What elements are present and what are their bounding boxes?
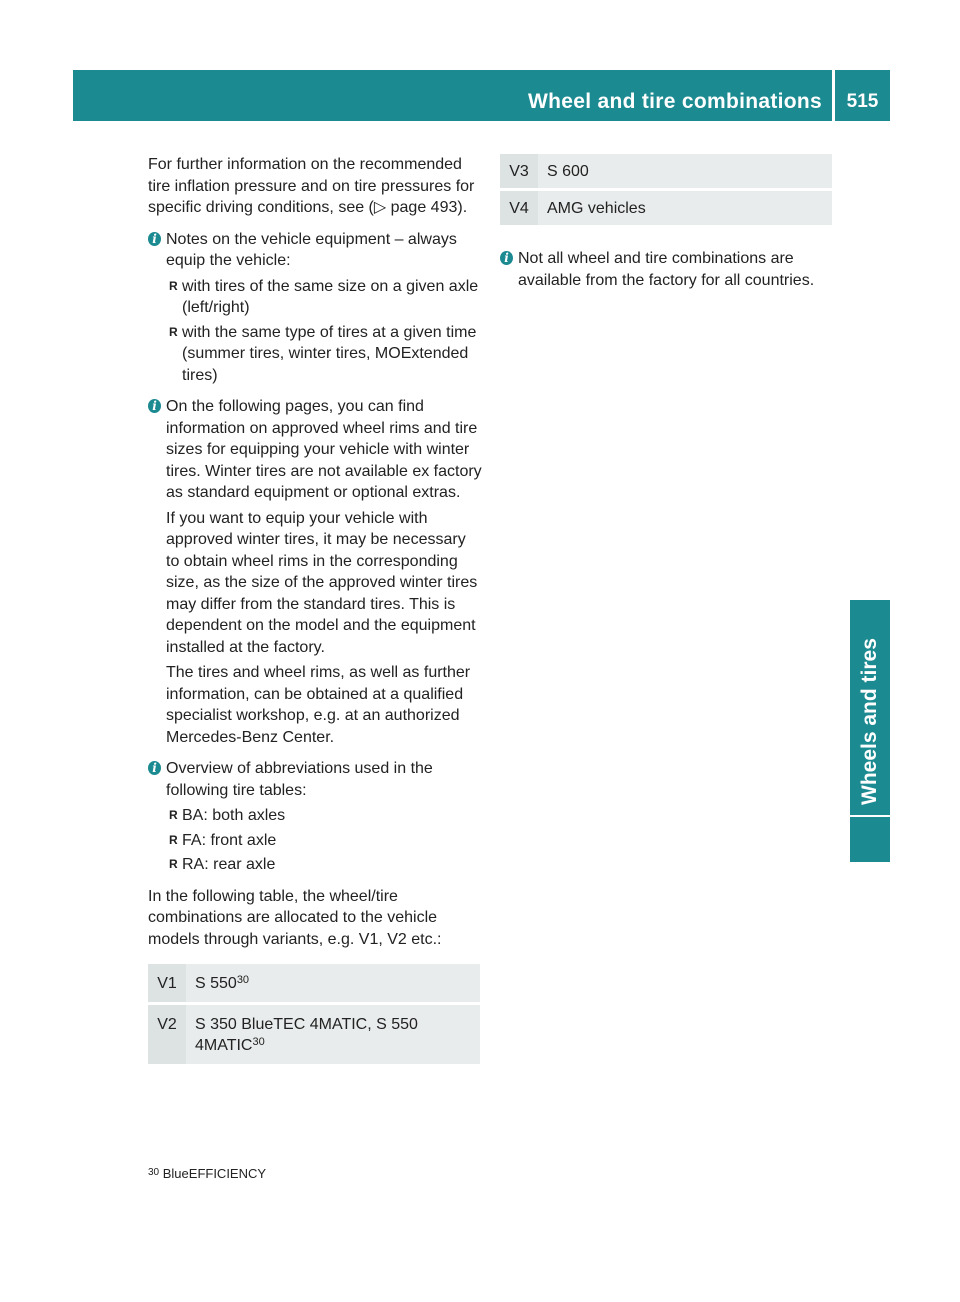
table-row [148, 1003, 480, 1065]
variant-code: V3 [500, 154, 538, 190]
right-column [500, 154, 834, 301]
variant-model [186, 964, 480, 1003]
side-tab-marker [850, 815, 890, 862]
list-item [166, 805, 482, 827]
info-icon: i [500, 251, 513, 265]
list-item [166, 830, 482, 852]
list-item [166, 854, 482, 876]
left-column [148, 154, 482, 1067]
info-note-winter-tires [148, 396, 482, 748]
table-row [500, 190, 832, 227]
info-icon: i [148, 761, 161, 775]
variant-model-text: S 350 BlueTEC 4MATIC, S 550 4MATIC [195, 1015, 418, 1054]
info-note-equipment [148, 229, 482, 387]
side-tab-label: Wheels and tires [858, 638, 881, 805]
footnote [148, 1166, 266, 1181]
page-number: 515 [835, 70, 890, 121]
variant-code: V1 [148, 964, 186, 1003]
page-title: Wheel and tire combinations [528, 90, 822, 113]
info-note-text: Not all wheel and tire combinations are available from the factory for all countries. [518, 250, 815, 289]
info-note-abbreviations [148, 758, 482, 876]
bullet-icon: R [169, 324, 178, 339]
bullet-icon: R [169, 832, 178, 847]
variant-table [148, 964, 480, 1067]
info-note-text: If you want to equip your vehicle with approved winter tires, it may be necessary to obtain wheel rims in the corresponding size, as the size of the approved winter tires may differ from the standard tires. This is dependent on the model and the equipment installed at the factory. [166, 509, 478, 656]
variant-code: V2 [148, 1003, 186, 1065]
footnote-ref: 30 [236, 974, 250, 986]
variant-table-continued [500, 154, 832, 228]
variant-model-text: S 550 [195, 975, 237, 992]
variant-model [186, 1003, 480, 1065]
list-item-text: with tires of the same size on a given axle (left/right) [182, 277, 479, 316]
info-note-text: Notes on the vehicle equipment – always equip the vehicle: [166, 230, 457, 269]
info-icon: i [148, 232, 161, 246]
bullet-icon: R [169, 278, 178, 293]
table-row [500, 154, 832, 190]
info-note-text: The tires and wheel rims, as well as further information, can be obtained at a qualified specialist workshop, e.g. at an authorized Mercedes-Benz Center. [166, 664, 471, 746]
bullet-list [166, 276, 482, 387]
variant-model: S 600 [538, 154, 832, 190]
info-note-text: Overview of abbreviations used in the following tire tables: [166, 760, 433, 799]
list-item-text: RA: rear axle [182, 856, 276, 873]
intro-paragraph: For further information on the recommended tire inflation pressure and on tire pressures for specific driving conditions, see (▷ page 493). [148, 156, 475, 216]
table-row [148, 964, 480, 1003]
bullet-icon: R [169, 808, 178, 822]
list-item [166, 322, 482, 387]
list-item-text: with the same type of tires at a given time (summer tires, winter tires, MOExtended tires) [182, 323, 477, 384]
info-note-text: On the following pages, you can find information on approved wheel rims and tire sizes for equipping your vehicle with winter tires. Winter tires are not available ex factory as standard equipment or optional extras. [166, 398, 482, 501]
info-note-availability [500, 248, 834, 291]
list-item-text: FA: front axle [182, 831, 277, 849]
variant-model: AMG vehicles [538, 190, 832, 227]
table-intro: In the following table, the wheel/tire combinations are allocated to the vehicle models through variants, e.g. V1, V2 etc.: [148, 887, 442, 948]
footnote-number: 30 [148, 1167, 160, 1178]
bullet-icon: R [169, 857, 178, 871]
list-item [166, 276, 482, 319]
list-item-text: BA: both axles [182, 807, 286, 824]
variant-code: V4 [500, 190, 538, 227]
bullet-list [166, 805, 482, 876]
footnote-ref: 30 [252, 1036, 265, 1048]
info-icon: i [148, 399, 161, 413]
footnote-text: BlueEFFICIENCY [162, 1166, 267, 1181]
